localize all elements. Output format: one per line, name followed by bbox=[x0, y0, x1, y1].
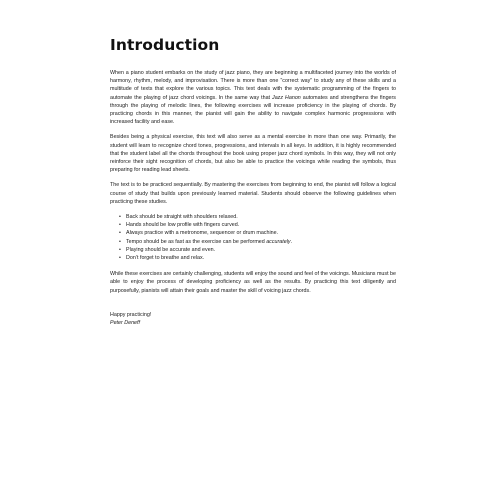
closing-line: Happy practicing! bbox=[110, 311, 152, 318]
book-title-jazz-hanon: Jazz Hanon bbox=[272, 94, 301, 101]
guideline-item: • Playing should be accurate and even. bbox=[119, 246, 396, 254]
paragraph-mental-exercise: Besides being a physical exercise, this text will also serve as a mental exercise in more than one way. Primarily, the student will learn to recognize chord tones, progressions, and intervals in all keys. In addition, it is highly recommended that the student label all the chords throughout the book using proper jazz chord symbols. In this way, they will not only reinforce their sight recognition of chords, but also be able to practice the voicings while reading the symbols, thus preparing for reading lead sheets. bbox=[110, 134, 396, 174]
paragraph-sequential: The text is to be practiced sequentially. By mastering the exercises from beginning to end, the pianist will follow a logical course of study that builds upon previously learned material. Students should observe the following guidelines when practicing these studies. bbox=[110, 182, 396, 205]
guideline-item-part-1: Tempo should be as fast as the exercise can be performed bbox=[126, 238, 267, 245]
guideline-item: • Don’t forget to breathe and relax. bbox=[119, 254, 396, 262]
guideline-item: • Hands should be low profile with fingers curved. bbox=[119, 221, 396, 229]
page-title: Introduction bbox=[110, 36, 220, 54]
guideline-item: • Back should be straight with shoulders relaxed. bbox=[119, 213, 396, 221]
guideline-item: • Always practice with a metronome, sequencer or drum machine. bbox=[119, 229, 396, 237]
page-content bbox=[110, 36, 396, 327]
paragraph-intro-part-1: When a piano student embarks on the study of jazz piano, they are beginning a multifaceted journey into the worlds of harmony, rhythm, melody, and improvisation. There is more than one “correct way” to study any of these skills and a multitude of texts that explore the various topics. This text deals with the systematic programming of the fingers to automate the playing of jazz chord voicings. In the same way that bbox=[110, 70, 396, 101]
author-name: Peter Deneff bbox=[110, 320, 141, 327]
paragraph-intro bbox=[110, 69, 396, 126]
guideline-item-part-2: . bbox=[290, 238, 293, 245]
guideline-emphasis: accurately bbox=[266, 238, 291, 245]
paragraph-closing: While these exercises are certainly challenging, students will enjoy the sound and feel of the voicings. Musicians must be able to enjoy the process of developing proficiency as well as the results. By practicing this text diligently and purposefully, pianists will attain their goals and master the skill of voicing jazz chords. bbox=[110, 271, 396, 294]
guideline-item bbox=[119, 238, 396, 246]
guidelines-list bbox=[110, 213, 396, 262]
signoff bbox=[110, 311, 396, 327]
paragraph-intro-part-2: automates and strengthens the fingers through the playing of melodic lines, the following exercises will increase proficiency in the playing of chords. By practicing chords in this manner, the pianist will gain the ability to navigate complex harmonic progressions with increased facility and ease. bbox=[110, 94, 396, 126]
